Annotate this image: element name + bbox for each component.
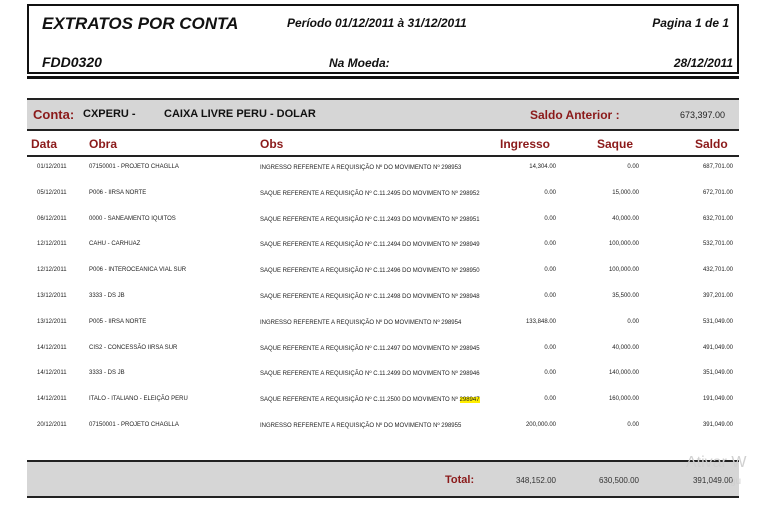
row-date: 14/12/2011 [37,370,67,377]
row-date: 20/12/2011 [37,421,67,428]
row-date: 12/12/2011 [37,267,67,274]
row-saldo: 531,049.00 [702,318,733,325]
row-saldo: 687,701.00 [702,164,733,170]
col-obs: Obs [260,137,284,151]
row-saque: 0.00 [627,318,639,325]
row-ingresso: 0.00 [544,292,556,299]
col-saldo: Saldo [695,137,728,151]
col-ingresso: Ingresso [500,137,551,151]
row-saldo: 391,049.00 [702,421,733,428]
table-row [27,366,739,392]
row-obra: 0000 - SANEAMENTO IQUITOS [89,215,176,222]
previous-balance-label: Saldo Anterior : [530,108,620,122]
row-saldo: 632,701.00 [702,215,733,222]
row-obs: SAQUE REFERENTE A REQUISIÇÃO Nº C.11.2497 DO MOVIMENTO Nº 298945 [260,345,480,352]
row-obs: SAQUE REFERENTE A REQUISIÇÃO Nº C.11.2498 DO MOVIMENTO Nº 298948 [260,293,480,300]
row-date: 12/12/2011 [37,241,67,248]
row-saque: 35,500.00 [612,292,639,299]
previous-balance-value: 673,397.00 [679,110,725,120]
table-row [27,263,739,289]
row-obra: 3333 - DS JB [89,292,125,299]
row-ingresso: 0.00 [544,241,556,248]
row-saldo: 397,201.00 [702,292,733,299]
row-ingresso: 0.00 [544,189,556,196]
row-saque: 0.00 [627,421,639,428]
row-obra: P006 - IIRSA NORTE [89,189,147,196]
row-saldo: 672,701.00 [702,189,733,196]
row-ingresso: 0.00 [544,215,556,222]
row-obs-highlight: 298947 [459,397,480,404]
row-ingresso: 14,304.00 [529,164,556,170]
page-indicator: Pagina 1 de 1 [652,16,729,30]
column-headers [27,135,739,157]
row-saldo: 432,701.00 [702,267,733,274]
row-obs: SAQUE REFERENTE A REQUISIÇÃO Nº C.11.2499 DO MOVIMENTO Nº 298946 [260,371,480,378]
account-code: CXPERU - [83,108,136,120]
row-obs: SAQUE REFERENTE A REQUISIÇÃO Nº C.11.2493 DO MOVIMENTO Nº 298951 [260,216,480,223]
row-obra: P006 - INTEROCEANICA VIAL SUR [89,267,187,274]
row-saque: 40,000.00 [612,215,639,222]
table-row [27,237,739,263]
row-ingresso: 0.00 [544,370,556,377]
row-obra: CAHU - CARHUAZ [89,241,141,248]
account-label: Conta: [33,107,75,122]
table-row [27,341,739,367]
row-saque: 160,000.00 [608,396,639,403]
account-name: CAIXA LIVRE PERU - DOLAR [164,108,316,120]
row-saldo: 491,049.00 [702,344,733,351]
total-ingresso: 348,152.00 [515,476,556,485]
row-ingresso: 0.00 [544,344,556,351]
row-obra: 07150001 - PROJETO CHAGLLA [89,421,179,428]
row-obs: SAQUE REFERENTE A REQUISIÇÃO Nº C.11.2500 DO MOVIMENTO Nº 298947 [260,397,480,404]
row-saque: 0.00 [627,164,639,170]
row-ingresso: 0.00 [544,267,556,274]
total-label: Total: [445,474,475,486]
row-saldo: 351,049.00 [702,370,733,377]
col-obra: Obra [89,137,118,151]
row-saque: 15,000.00 [612,189,639,196]
row-date: 13/12/2011 [37,318,67,325]
table-row [27,315,739,341]
row-ingresso: 200,000.00 [525,421,556,428]
report-title: EXTRATOS POR CONTA [42,14,239,33]
row-saque: 100,000.00 [608,241,639,248]
row-obs: INGRESSO REFERENTE A REQUISIÇÃO Nº DO MOVIMENTO Nº 298955 [260,422,462,429]
transactions-list [27,160,739,444]
activation-watermark: Ativar W [686,454,747,471]
header-divider [27,76,739,79]
total-saque: 630,500.00 [598,476,639,485]
row-obra: 3333 - DS JB [89,370,125,377]
table-row [27,289,739,315]
row-obra: ITALO - ITALIANO - ELEIÇÃO PERU [89,396,188,403]
activation-watermark-sub: gu [730,476,742,487]
row-obs: SAQUE REFERENTE A REQUISIÇÃO Nº C.11.2495 DO MOVIMENTO Nº 298952 [260,190,480,197]
row-obra: P005 - IIRSA NORTE [89,318,147,325]
row-saldo: 532,701.00 [702,241,733,248]
report-period: Período 01/12/2011 à 31/12/2011 [287,16,467,30]
report-date: 28/12/2011 [673,56,733,70]
row-date: 14/12/2011 [37,396,67,403]
account-bar [27,98,739,131]
total-saldo: 391,049.00 [692,476,733,485]
row-saque: 100,000.00 [608,267,639,274]
row-ingresso: 133,848.00 [525,318,556,325]
totals-bar [27,460,742,498]
row-date: 06/12/2011 [37,215,67,222]
row-obra: CIS2 - CONCESSÃO IIRSA SUR [89,344,178,351]
table-row [27,186,739,212]
row-ingresso: 0.00 [544,396,556,403]
row-saque: 140,000.00 [608,370,639,377]
table-row [27,392,739,418]
row-obs: SAQUE REFERENTE A REQUISIÇÃO Nº C.11.2496 DO MOVIMENTO Nº 298950 [260,268,480,275]
row-obs: SAQUE REFERENTE A REQUISIÇÃO Nº C.11.2494 DO MOVIMENTO Nº 298949 [260,242,480,249]
report-header [27,4,739,74]
currency-label: Na Moeda: [329,56,390,70]
row-date: 14/12/2011 [37,344,67,351]
row-obs: INGRESSO REFERENTE A REQUISIÇÃO Nº DO MOVIMENTO Nº 298953 [260,165,462,171]
row-obra: 07150001 - PROJETO CHAGLLA [89,164,179,170]
row-date: 13/12/2011 [37,292,67,299]
row-date: 01/12/2011 [37,164,67,170]
table-row [27,160,739,186]
table-row [27,212,739,238]
report-code: FDD0320 [42,54,102,70]
col-data: Data [31,137,58,151]
row-obs: INGRESSO REFERENTE A REQUISIÇÃO Nº DO MOVIMENTO Nº 298954 [260,319,462,326]
row-saldo: 191,049.00 [702,396,733,403]
col-saque: Saque [597,137,634,151]
row-date: 05/12/2011 [37,189,67,196]
table-row [27,418,739,444]
row-saque: 40,000.00 [612,344,639,351]
